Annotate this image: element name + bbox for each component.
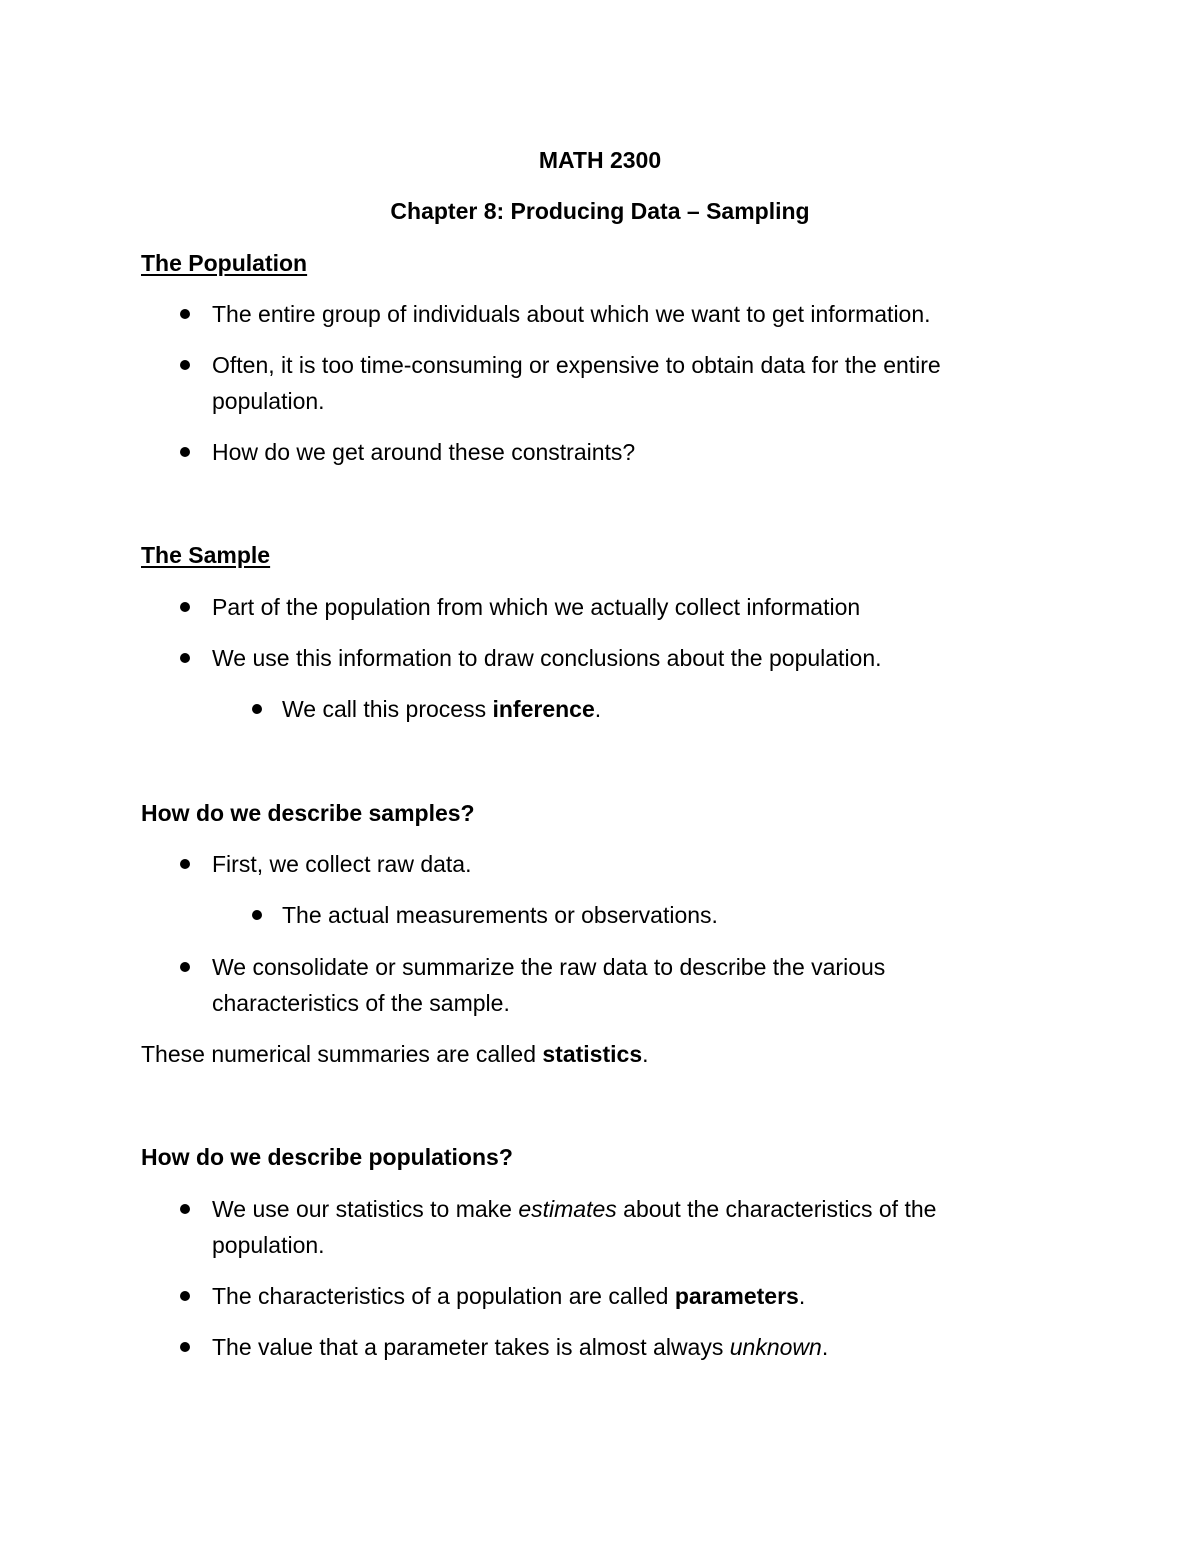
course-title: MATH 2300 xyxy=(538,147,662,173)
samples-bullet-1: First, we collect raw data. xyxy=(212,851,472,877)
population-heading-text: The Population xyxy=(141,250,308,276)
sample-bullet-1: Part of the population from which we actually collect information xyxy=(212,594,861,620)
sample-bullet-2: We use this information to draw conclusions about the population. xyxy=(212,645,882,671)
bullet-icon xyxy=(252,910,262,920)
inference-term: inference xyxy=(492,696,595,722)
populations-bullet-1-tail: about the characteristics of the xyxy=(616,1196,937,1222)
samples-sub-bullet: The actual measurements or observations. xyxy=(282,902,718,928)
describe-samples-heading: How do we describe samples? xyxy=(141,800,475,826)
population-heading xyxy=(141,245,307,281)
population-bullet-3: How do we get around these constraints? xyxy=(212,439,636,465)
populations-bullet-2-period: . xyxy=(798,1283,806,1309)
population-bullet-2: Often, it is too time-consuming or expensive to obtain data for the entire xyxy=(212,352,941,378)
samples-bullet-2: We consolidate or summarize the raw data to describe the various xyxy=(212,954,886,980)
summary-period: . xyxy=(642,1041,649,1067)
sample-sub-period: . xyxy=(594,696,602,722)
sample-sub-bullet xyxy=(282,691,601,727)
bullet-icon xyxy=(252,704,262,714)
population-bullet-2-continued: population. xyxy=(212,388,325,414)
populations-bullet-2 xyxy=(212,1278,805,1314)
samples-bullet-2-continued: characteristics of the sample. xyxy=(212,990,510,1016)
bullet-icon xyxy=(180,653,190,663)
chapter-title: Chapter 8: Producing Data – Sampling xyxy=(390,198,810,224)
bullet-icon xyxy=(180,309,190,319)
statistics-summary xyxy=(141,1036,649,1072)
parameters-term: parameters xyxy=(674,1283,799,1309)
populations-bullet-3-period: . xyxy=(821,1334,829,1360)
sample-heading xyxy=(141,537,270,573)
bullet-icon xyxy=(180,962,190,972)
sample-sub-text: We call this process xyxy=(282,696,493,722)
populations-bullet-1-continued: population. xyxy=(212,1232,325,1258)
estimates-term: estimates xyxy=(518,1196,617,1222)
bullet-icon xyxy=(180,360,190,370)
bullet-icon xyxy=(180,1291,190,1301)
populations-bullet-1-text: We use our statistics to make xyxy=(212,1196,519,1222)
describe-populations-heading: How do we describe populations? xyxy=(141,1144,513,1170)
bullet-icon xyxy=(180,859,190,869)
unknown-term: unknown xyxy=(729,1334,822,1360)
populations-bullet-3-text: The value that a parameter takes is almost always xyxy=(212,1334,730,1360)
populations-bullet-2-text: The characteristics of a population are called xyxy=(212,1283,675,1309)
bullet-icon xyxy=(180,447,190,457)
bullet-icon xyxy=(180,1342,190,1352)
bullet-icon xyxy=(180,602,190,612)
summary-text: These numerical summaries are called xyxy=(141,1041,543,1067)
bullet-icon xyxy=(180,1204,190,1214)
populations-bullet-3 xyxy=(212,1329,828,1365)
populations-bullet-1 xyxy=(212,1191,936,1227)
sample-heading-text: The Sample xyxy=(141,542,271,568)
population-bullet-1: The entire group of individuals about which we want to get information. xyxy=(212,301,931,327)
statistics-term: statistics xyxy=(542,1041,643,1067)
